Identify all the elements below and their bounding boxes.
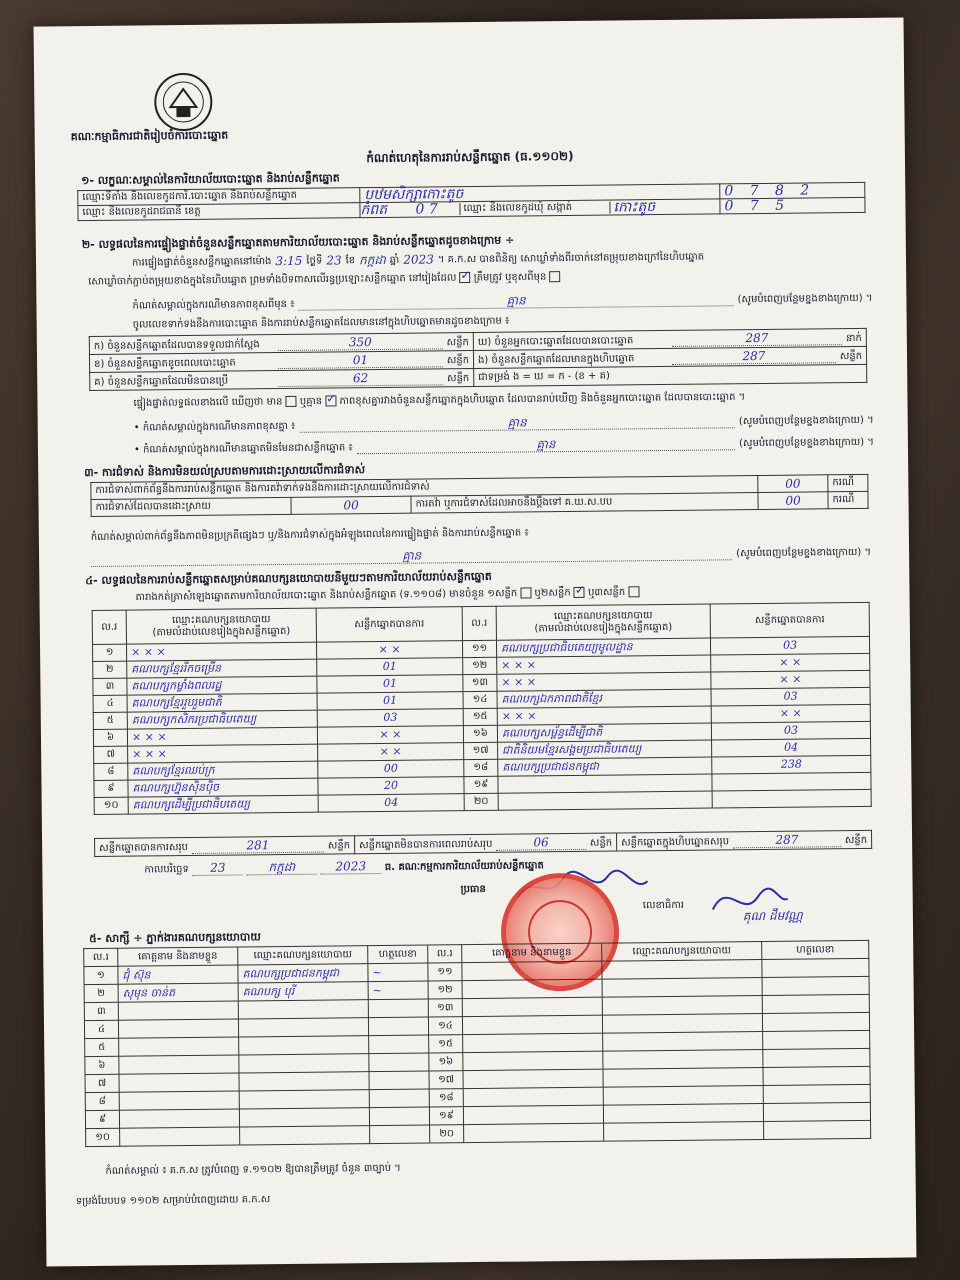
witness-party xyxy=(603,1050,763,1070)
verify-year: 2023 xyxy=(403,252,434,267)
box-total-value: 287 xyxy=(733,832,841,848)
secretary-name: គុណ ដឹមវណ្ណ xyxy=(742,908,803,924)
chair-label: ប្រធាន xyxy=(460,883,486,896)
witness-party xyxy=(602,1014,762,1034)
row-number: ១៥ xyxy=(429,1035,463,1053)
note-difference-value: គ្មាន xyxy=(299,413,735,433)
witness-name xyxy=(120,1127,240,1146)
verify-day: 23 xyxy=(326,253,342,268)
witness-signature xyxy=(763,1084,870,1103)
vote-count: 01 xyxy=(317,692,463,711)
witness-name: សុមុន ចាន់ត xyxy=(118,983,238,1002)
row-number: ១៣ xyxy=(463,674,497,691)
section-2-heading: ២- លទ្ធផលនៃការផ្ទៀងផ្ទាត់ចំនួនសន្លឹកឆ្នោតតាមការិយាល័យបោះឆ្នោត និងរាប់សន្លឹកឆ្នោតដូចខាងក្រោម ÷ xyxy=(81,233,515,252)
witness-party xyxy=(239,1054,369,1073)
party-name: គណបក្សហ្វ៊ុនស៊ិនប៉ិច xyxy=(128,778,318,797)
section-3-heading: ៣- ការជំទាស់ និងការមិនយល់ស្របតាមការដោះស្រាយលើការជំទាស់ xyxy=(84,463,366,480)
vote-count xyxy=(712,789,871,808)
vote-count: 03 xyxy=(711,687,870,706)
witness-signature: ~ xyxy=(368,963,428,982)
row-number: ១៧ xyxy=(464,742,498,759)
province-label: ឈ្មោះ និងលេខកូដរាជធានី ខេត្ត xyxy=(78,203,360,221)
vote-count: × × xyxy=(317,726,463,745)
row-number: ២០ xyxy=(430,1125,464,1143)
received-ballots-value: 350 xyxy=(278,334,443,351)
province-value: កំពត xyxy=(360,201,388,219)
witness-party xyxy=(238,1000,368,1019)
three-sheet-checkbox[interactable] xyxy=(628,586,639,597)
row-number: ៤ xyxy=(93,695,127,712)
formula-cell: ជាទម្រង់ ង = ឃ = ក - (ខ + គ) xyxy=(474,364,867,386)
station-info-table xyxy=(77,182,865,221)
witness-name xyxy=(462,961,602,980)
witness-signature xyxy=(370,1125,430,1144)
party-name: គណបក្សកសិករប្រជាធិបតេយ្យ xyxy=(127,710,317,729)
row-number: ៦ xyxy=(85,1056,119,1074)
witness-party: គណបក្សប្រជាជនកម្ពុជា xyxy=(238,964,368,983)
row-number: ៣ xyxy=(84,1002,118,1020)
complaints-table: ការជំទាស់ពាក់ព័ន្ធនឹងការរាប់សន្លឹកឆ្នោត និងការតវ៉ាទាក់ទងនឹងការដោះស្រាយលើការជំទាស់ 00 ករណី ការជំទាស់ដែលបានដោះស្រាយ 00 ការតវ៉ា ឬការជំទាស់ដែលអាចនឹងប្តឹងទៅ គ.ឃ.ស.បប 00 ករណី xyxy=(90,474,868,517)
witness-signature xyxy=(763,1066,870,1085)
ballot-data-intro: ចូលលេខទាក់ទងនឹងការបោះឆ្នោត និងការរាប់សន្លឹកឆ្នោតដែលមាននៅក្នុងហិបឆ្នោតមានដូចខាងក្រោម ៖ xyxy=(132,315,510,331)
complaints-count: 00 xyxy=(758,475,828,493)
witness-party xyxy=(603,1104,763,1124)
irregularity-note-label: កំណត់សម្គាល់ពាក់ព័ន្ធនឹងភាពមិនប្រក្រតីផ្សេងៗ ឬ/និងការជំទាស់ក្នុងអំឡុងពេលនៃការផ្ទៀងផ្ទាត់ និងការរាប់សន្លឹកឆ្នោត ៖ xyxy=(90,527,529,544)
witness-party xyxy=(603,1086,763,1106)
row-number: ១៦ xyxy=(463,725,497,742)
vote-count: 03 xyxy=(711,721,870,740)
date-line: កាលបរិច្ឆេទ 23 កក្កដា 2023 ធ. គណៈកម្មការការិយាល័យរាប់សន្លឹកឆ្នោត xyxy=(144,859,544,876)
vote-count: 04 xyxy=(318,794,464,813)
witness-party xyxy=(238,1018,368,1037)
form-note: ទម្រង់បែបបទ ១១០២ សម្រាប់បំពេញដោយ គ.ក.ស xyxy=(75,1194,271,1208)
witness-name xyxy=(463,1051,603,1070)
witness-party xyxy=(602,996,762,1016)
ballots-in-box-value: 287 xyxy=(672,348,836,365)
party-name: ជាតិនិយមខ្មែរសង្គមប្រជាធិបតេយ្យ xyxy=(498,740,712,759)
witness-signature xyxy=(764,1120,871,1139)
vote-count: × × xyxy=(316,641,462,660)
witness-party xyxy=(603,1068,763,1088)
witness-name xyxy=(463,1033,603,1052)
witness-name xyxy=(463,1087,603,1106)
witness-party xyxy=(604,1122,764,1142)
vote-count: 238 xyxy=(712,755,871,774)
tally-sheet-line: តារាងកត់ត្រាសំឡេងឆ្នោតតាមការិយាល័យបោះឆ្នោត និងរាប់សន្លឹកឆ្នោត (ទ.១១០៨) មានចំនួន ១សន្លឹក ឬ២សន្លឹក ✓ ឬ៣សន្លឹក xyxy=(135,584,875,604)
witness-party: គណបក្ស បុរី xyxy=(238,982,368,1001)
station-name-value: បឋមសិក្សាកោះតូច xyxy=(360,184,720,203)
discrepancy-yes-checkbox[interactable] xyxy=(286,396,297,407)
ballot-count-table: ក) ចំនួនសន្លឹកឆ្នោតដែលបានទទួលជាក់ស្តែង 350 សន្លឹក ឃ) ចំនួនអ្នកបោះឆ្នោតដែលបានបោះឆ្នោត 287 នាក់ ខ) ចំនួនសន្លឹកឆ្នោតខូចពេលបោះឆ្នោត 01 សន្លឹក ង) ចំនួនសន្លឹកឆ្នោតដែលមានក្នុងហិបឆ្នោត 287 សន្លឹក គ) ចំនួនសន្លឹកឆ្នោតដែលមិនបានប្រើ 62 សន្លឹក ជាទម្រង់ ង = ឃ = ក - (ខ + គ) xyxy=(89,328,868,391)
station-name-label: ឈ្មោះទីតាំង និងលេខកូដការិ.បោះឆ្នោត និងរាប់សន្លឹកឆ្នោត xyxy=(78,188,360,206)
party-name: គណបក្សខ្មែររីកចម្រើន xyxy=(127,659,317,678)
note-diff-value: គ្មាន xyxy=(298,291,733,311)
party-results-table: ល.រ ឈ្មោះគណបក្សនយោបាយ (តាមលំដាប់លេខរៀងក្នុងសន្លឹកឆ្នោត) សន្លឹកឆ្នោតបានការ ល.រ ឈ្មោះគណបក្សនយោបាយ (តាមលំដាប់លេខរៀងក្នុងសន្លឹកឆ្នោត) សន្លឹកឆ្នោតបានការ ១ × × × × × ១១ គណបក្សប្រជាធិបតេយ្យមូលដ្ឋាន 03 ២ គណបក្សខ្មែររីកចម្រើន 01 ១២ × × × × × ៣ គណបក្សកម្លាំងពលរដ្ឋ 01 ១៣ × × × × × ៤ គណបក្សខ្មែររួបរួមជាតិ 01 ១៤ គណបក្សឯកភាពជាតិខ្មែរ 03 ៥ គណបក្សកសិករប្រជាធិបតេយ្យ 03 ១៥ × × × × × ៦ × × × × × ១៦ គណបក្សសម្ព័ន្ធដើម្បីជាតិ 03 ៧ × × × × × ១៧ ជាតិនិយមខ្មែរសង្គមប្រជាធិបតេយ្យ 04 ៨ គណបក្សខ្មែរឈប់ក្រ 00 ១៨ គណបក្សប្រជាជនកម្ពុជា 238 ៩ គណបក្សហ្វ៊ុនស៊ិនប៉ិច 20 ១៩ ១០ គណបក្សដើម្បីប្រជាធិបតេយ្យ 04 ២០ xyxy=(92,602,872,815)
vote-count xyxy=(712,772,871,791)
form-paper xyxy=(34,17,917,1266)
date-year: 2023 xyxy=(321,859,381,875)
row-number: ១៤ xyxy=(463,691,497,708)
invalid-total-value: 06 xyxy=(496,835,586,851)
witness-party xyxy=(239,1108,369,1127)
witness-table: ល.រ គោត្តនាម និងនាមខ្លួន ឈ្មោះគណបក្សនយោបាយ ហត្ថលេខា ល.រ គោត្តនាម និងនាមខ្លួន ឈ្មោះគណបក្សនយោបាយ ហត្ថលេខា ១ ជុំ ស៊ុន គណបក្សប្រជាជនកម្ពុជា ~ ១១ ២ សុមុន ចាន់ត គណបក្ស បុរី ~ ១២ ៣ ១៣ ៤ ១៤ ៥ ១៥ ៦ ១៦ ៧ ១៧ ៨ ១៨ ៩ ១៩ ១០ ២០ xyxy=(83,940,871,1147)
vote-count: 01 xyxy=(317,658,463,677)
voters-value: 287 xyxy=(672,330,842,347)
party-name: គណបក្សកម្លាំងពលរដ្ឋ xyxy=(127,676,317,695)
section-5-heading: ៥- សាក្សី ÷ ភ្នាក់ងារគណបក្សនយោបាយ xyxy=(89,930,261,946)
party-name: គណបក្សប្រជាធិបតេយ្យមូលដ្ឋាន xyxy=(496,638,710,657)
row-number: ៧ xyxy=(85,1074,119,1092)
section-4-heading: ៤- លទ្ធផលនៃការរាប់សន្លឹកឆ្នោតសម្រាប់គណបក្សនយោបាយនីមួយៗតាមការិយាល័យរាប់សន្លឹកឆ្នោត xyxy=(85,569,492,588)
witness-signature xyxy=(763,1048,870,1067)
row-number: ១៦ xyxy=(429,1053,463,1071)
row-number: ១៣ xyxy=(428,999,462,1017)
row-number: ៧ xyxy=(94,746,128,763)
note-diff-line: កំណត់សម្គាល់ក្នុងករណីមានភាពខុសពីមុន ៖ គ្មាន (សូមបំពេញបន្ថែមខ្នងខាងក្រោយ) ។ xyxy=(132,292,873,312)
resolved-count: 00 xyxy=(291,496,411,514)
row-number: ៨ xyxy=(85,1092,119,1110)
witness-signature: ~ xyxy=(368,981,428,1000)
vote-count: 03 xyxy=(317,709,463,728)
note-invalid-value: គ្មាន xyxy=(357,435,736,454)
vote-count: × × xyxy=(711,653,870,672)
totals-row: សន្លឹកឆ្នោតបានការសរុប 281 សន្លឹក សន្លឹកឆ្នោតមិនបានការពេលរាប់សរុប 06 សន្លឹក សន្លឹកឆ្នោតក្នុងហិបឆ្នោតសរុប 287 សន្លឹក xyxy=(94,830,872,857)
witness-name xyxy=(119,1109,239,1128)
witness-signature xyxy=(762,1012,869,1031)
vote-count: 01 xyxy=(317,675,463,694)
verification-line: ការផ្ទៀងផ្ទាត់ចំនួនសន្លឹកឆ្នោតនៅម៉ោង 3:15 ថ្ងៃទី 23 ខែ កក្កដា ឆ្នាំ 2023 ។ គ.ក.ស បានពិនិត្យ សោឃ្លាំទាំងពីរចាក់នៅតម្រុយខាងក្រៅនៃហិបឆ្នោត xyxy=(131,251,705,269)
irregularity-note-value: គ្មាន xyxy=(91,545,732,567)
commune-label: ឈ្មោះ និងលេខកូដឃុំ សង្កាត់ xyxy=(459,202,609,216)
witness-party xyxy=(603,1032,763,1052)
seal-check-line: សោឃ្លាំចាក់ភ្ជាប់តម្រុយខាងក្នុងនៃហិបឆ្នោត ព្រមទាំងបិទពាសលើរន្ធប្រឡោះសន្លឹកឆ្នោត នៅរៀងដែល ✓ ត្រឹមត្រូវ ឬខុសពីមុន xyxy=(88,268,868,289)
station-code-value: 0 7 8 2 xyxy=(720,182,865,199)
verify-month: កក្កដា xyxy=(359,252,386,268)
valid-total-value: 281 xyxy=(192,838,324,854)
witness-name xyxy=(464,1123,604,1142)
date-day: 23 xyxy=(193,860,243,876)
footnote: កំណត់សម្គាល់ ៖ គ.ក.ស ត្រូវបំពេញ ទ.១១០២ ឱ្យបានត្រឹមត្រូវ ចំនួន ៣ច្បាប់ ។ xyxy=(105,1162,401,1177)
witness-party xyxy=(239,1072,369,1091)
party-name: × × × xyxy=(497,706,711,725)
witness-name xyxy=(119,1091,239,1110)
discrepancy-no-checkbox[interactable] xyxy=(325,395,336,406)
row-number: ១២ xyxy=(463,657,497,674)
two-sheet-checkbox[interactable] xyxy=(574,587,585,598)
party-name xyxy=(498,791,712,810)
spoiled-ballots-value: 01 xyxy=(278,352,443,369)
row-number: ១៧ xyxy=(429,1071,463,1089)
party-name: គណបក្សសម្ព័ន្ធដើម្បីជាតិ xyxy=(497,723,711,742)
party-name: គណបក្សខ្មែររួបរួមជាតិ xyxy=(127,693,317,712)
vote-count: 00 xyxy=(318,760,464,779)
party-name: × × × xyxy=(127,727,317,746)
note-difference-line: • កំណត់សម្គាល់ក្នុងករណីមានភាពខុសគ្នា ៖ គ្មាន (សូមបំពេញបន្ថែមខ្នងខាងក្រោយ) ។ xyxy=(133,414,874,434)
verify-time: 3:15 xyxy=(275,253,303,269)
appeal-count: 00 xyxy=(758,492,828,510)
row-number: ១៩ xyxy=(429,1107,463,1125)
note-invalid-line: • កំណត់សម្គាល់ក្នុងករណីមានឆ្នោតមិនមែនជាសន្លឹកឆ្នោត ៖ គ្មាន (សូមបំពេញបន្ថែមខ្នងខាងក្រោយ) ។ xyxy=(133,436,874,456)
different-checkbox[interactable] xyxy=(549,271,560,282)
irregularity-note-line: គ្មាន (សូមបំពេញបន្ថែមខ្នងខាងក្រោយ) ។ xyxy=(91,544,871,567)
one-sheet-checkbox[interactable] xyxy=(520,587,531,598)
vote-count: 03 xyxy=(710,636,869,655)
witness-party xyxy=(602,960,762,980)
vote-count: × × xyxy=(711,670,870,689)
row-number: ១៥ xyxy=(463,708,497,725)
row-number: ១ xyxy=(84,966,118,984)
row-number: ២០ xyxy=(464,793,498,810)
party-name: គណបក្សឯកភាពជាតិខ្មែរ xyxy=(497,689,711,708)
row-number: ៩ xyxy=(85,1110,119,1128)
province-code: 0 7 xyxy=(415,201,438,218)
committee-label: ធ. គណៈកម្មការការិយាល័យរាប់សន្លឹកឆ្នោត xyxy=(384,860,544,873)
section-1-heading: ១- លក្ខណៈសម្គាល់នៃការិយាល័យបោះឆ្នោត និងរាប់សន្លឹកឆ្នោត xyxy=(81,171,340,188)
witness-party xyxy=(239,1090,369,1109)
party-name: × × × xyxy=(127,642,317,661)
row-number: ១០ xyxy=(94,797,128,814)
witness-signature xyxy=(762,994,869,1013)
row-number: ៦ xyxy=(93,729,127,746)
row-number: ១៩ xyxy=(464,776,498,793)
party-name: គណបក្សខ្មែរឈប់ក្រ xyxy=(128,761,318,780)
org-name: គណៈកម្មាធិការជាតិរៀបចំការបោះឆ្នោត xyxy=(70,128,229,144)
witness-signature xyxy=(369,1035,429,1054)
witness-signature xyxy=(763,1102,870,1121)
vote-count: × × xyxy=(318,743,464,762)
date-month: កក្កដា xyxy=(247,860,317,876)
witness-name xyxy=(463,1069,603,1088)
witness-name xyxy=(462,1015,602,1034)
row-number: ៩ xyxy=(94,780,128,797)
party-name: × × × xyxy=(497,655,711,674)
witness-signature xyxy=(368,999,428,1018)
row-number: ២ xyxy=(93,661,127,678)
witness-name xyxy=(462,979,602,998)
witness-name xyxy=(118,1001,238,1020)
row-number: ១៨ xyxy=(429,1089,463,1107)
witness-signature xyxy=(368,1017,428,1036)
commune-code: 0 7 5 xyxy=(720,197,865,214)
party-name: × × × xyxy=(497,672,711,691)
row-number: ៥ xyxy=(93,712,127,729)
witness-party xyxy=(239,1036,369,1055)
row-number: ៥ xyxy=(85,1038,119,1056)
witness-signature xyxy=(369,1089,429,1108)
witness-signature xyxy=(369,1053,429,1072)
witness-name xyxy=(463,1105,603,1124)
row-number: ១២ xyxy=(428,981,462,999)
row-number: ១៤ xyxy=(428,1017,462,1035)
discrepancy-line: ផ្ទៀងផ្ទាត់លទ្ធផលខាងលើ ឃើញថា មាន ឬគ្មាន ✓ ភាពខុសគ្នារវាងចំនួនសន្លឹកឆ្នោតក្នុងហិបឆ្នោត ដែលបានរាប់ឃើញ និងចំនួនអ្នកបោះឆ្នោត ដែលបានបោះឆ្នោត ។ xyxy=(133,390,873,410)
witness-name: ជុំ ស៊ុន xyxy=(118,965,238,984)
party-name: × × × xyxy=(128,744,318,763)
row-number: ១៨ xyxy=(464,759,498,776)
row-number: ៨ xyxy=(94,763,128,780)
vote-count: 04 xyxy=(712,738,871,757)
vote-count: 20 xyxy=(318,777,464,796)
witness-signature xyxy=(369,1071,429,1090)
vote-count: × × xyxy=(711,704,870,723)
row-number: ១១ xyxy=(462,640,496,657)
correct-checkbox[interactable] xyxy=(459,272,470,283)
witness-signature xyxy=(369,1107,429,1126)
witness-name xyxy=(118,1019,238,1038)
row-number: ៣ xyxy=(93,678,127,695)
unused-ballots-value: 62 xyxy=(278,370,443,387)
row-number: ១១ xyxy=(428,963,462,981)
witness-name xyxy=(462,997,602,1016)
witness-party xyxy=(602,978,762,998)
form-title: កំណត់ហេតុនៃការរាប់សន្លឹកឆ្នោត (ធ.១១០២) xyxy=(366,148,574,166)
witness-name xyxy=(119,1037,239,1056)
witness-signature xyxy=(762,976,869,995)
party-name: គណបក្សប្រជាជនកម្ពុជា xyxy=(498,757,712,776)
row-number: ១ xyxy=(93,644,127,661)
row-number: ២ xyxy=(84,984,118,1002)
row-number: ១០ xyxy=(86,1128,120,1146)
witness-name xyxy=(119,1055,239,1074)
witness-signature xyxy=(762,958,869,977)
witness-party xyxy=(240,1126,370,1145)
secretary-label: លេខាធិការ xyxy=(642,899,685,912)
party-name: គណបក្សដើម្បីប្រជាធិបតេយ្យ xyxy=(128,795,318,814)
nec-emblem-icon xyxy=(152,71,215,134)
witness-name xyxy=(119,1073,239,1092)
row-number: ៤ xyxy=(84,1020,118,1038)
witness-signature xyxy=(763,1030,870,1049)
commune-value: កោះតូច xyxy=(609,200,719,213)
